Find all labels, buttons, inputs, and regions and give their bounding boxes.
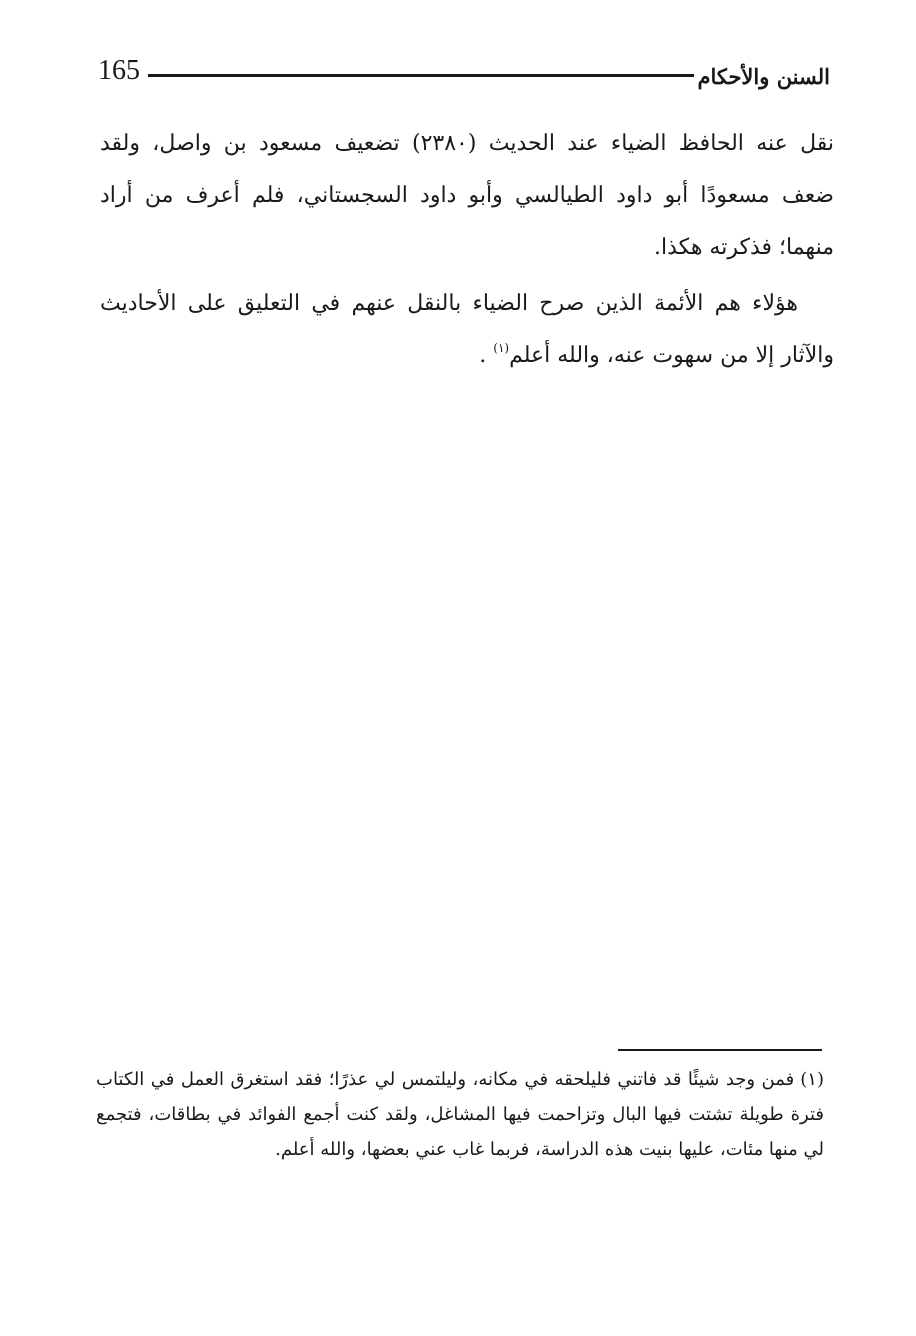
paragraph-1: نقل عنه الحافظ الضياء عند الحديث (٢٣٨٠) تضعيف مسعود بن واصل، ولقد ضعف مسعودًا أبو داود الطيالسي وأبو داود السجستاني، فلم أعرف من أراد منهما؛ فذكرته هكذا.	[100, 131, 834, 260]
main-text	[100, 118, 834, 386]
footnote-1	[96, 1062, 824, 1167]
footnote-text: فمن وجد شيئًا قد فاتني فليلحقه في مكانه، وليلتمس لي عذرًا؛ فقد استغرق العمل في الكتاب فترة طويلة تشتت فيها البال وتزاحمت فيها المشاغل، ولقد كنت أجمع الفوائد في بطاقات، فتجمع لي منها مئات، عليها بنيت هذه الدراسة، فربما غاب عني بعضها، والله أعلم.	[96, 1069, 824, 1160]
footnote-reference[interactable]: (١)	[493, 341, 510, 355]
footnote-separator	[618, 1049, 822, 1051]
page-number: 165	[98, 55, 140, 86]
running-header	[92, 50, 834, 98]
paragraph-2	[100, 278, 834, 382]
footnote-marker: (١)	[800, 1069, 824, 1090]
running-title: السنن والأحكام	[697, 64, 830, 89]
paragraph-2-text: هؤلاء هم الأئمة الذين صرح الضياء بالنقل عنهم في التعليق على الأحاديث والآثار إلا من سهوت عنه، والله أعلم	[100, 291, 834, 368]
paragraph-2-end: .	[479, 343, 494, 368]
header-rule	[148, 74, 694, 77]
